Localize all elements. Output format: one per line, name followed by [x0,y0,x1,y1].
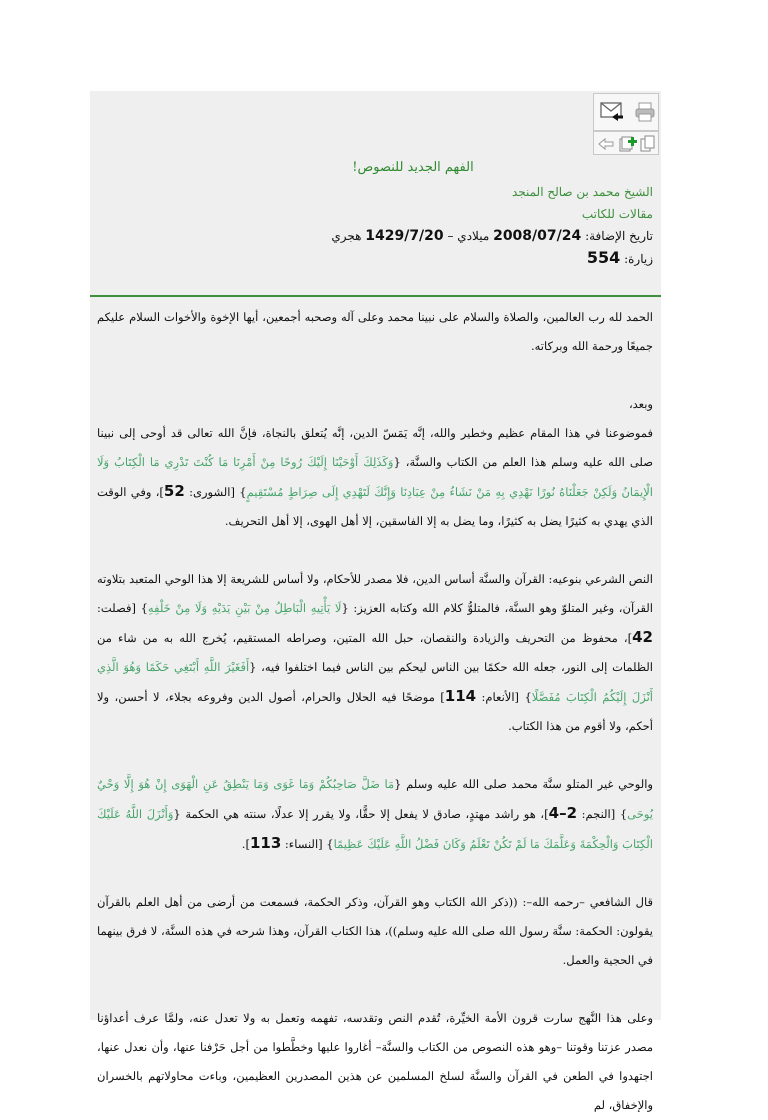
copy-icon[interactable] [640,135,656,153]
intro-text-end: ]، وفي الوقت الذي يهدي به كثيرًا يضل به كثيرًا، وما يضل به إلا الفاسقين، إلا أهل الهوى، إلا أهل التحريف. [97,485,653,528]
date-gregorian: 2008/07/24 [493,228,582,244]
text: ]. [241,837,250,851]
paragraph-shafii-quote: قال الشافعي –رحمه الله–: ((ذكر الله الكتاب وهو القرآن، وذكر الحكمة، فسمعت من أرضى من أهل العلم بالقرآن يقولون: الحكمة: سنَّة رسول الله صلى الله عليه وسلم))، هذا الكتاب القرآن، وهذا شرحه في هذه السنَّة، لا فرق بينهما في الحجية والعمل. [97,895,653,967]
text: ]، هو راشد مهتدٍ، صادق لا يفعل إلا حقًّا، ولا يقرر إلا عدلًا، سنته هي الحكمة { [173,807,549,821]
visits-count: 554 [586,248,621,267]
verse-ref-number: 114 [444,687,477,705]
visits-line [113,247,653,270]
text: النص الشرعي بنوعيه: القرآن والسنَّة أساس الدين، فلا مصدر للأحكام، ولا أساس للشريعة إلا هذا الوحي المتعبد بتلاوته القرآن، وغير المتلوّ وهو السنَّة، فالمتلوُّ كلام الله وكتابه العزيز: { [97,572,654,615]
toolbar-bottom-group [593,131,659,155]
paragraph-ummah: وعلى هذا النَّهج سارت قرون الأمة الخيِّرة، تُقدم النص وتقدسه، تفهمه وتعمل به ولا تعدل عنه، ولمَّا عرف أعداؤنا مصدر عزتنا وقوتنا –وهو هذه النصوص من الكتاب والسنَّة– أغاروا عليها وخطَّطوا من أجل حَرْفنا عنها، وأن نعدل عنها، اجتهدوا في الطعن في القرآن والسنَّة لسلخ المسلمين عن هذين المصدرين العظيمين، وباءت محاولاتهم بالخسران والإخفاق، لم [97,1011,653,1112]
toolbar [593,93,659,157]
article-title[interactable]: الفهم الجديد للنصوص! [352,160,474,175]
date-label: تاريخ الإضافة: [585,229,653,243]
date-line [113,225,653,247]
article-meta [113,157,653,270]
author-link[interactable]: الشيخ محمد بن صالح المنجد [511,185,653,199]
text: ] موضحًا فيه الحلال والحرام، أصول الدين وفروعه بجلاء، لا أحسن، ولا أحكم، ولا أقوم من هذا الكتاب. [97,690,653,733]
text: ]، محفوظ من التحريف والزيادة والنقصان، حبل الله المتين، وصراطه المستقيم، يُخرج الله به من شاء من الظلمات إلى النور، جعله الله حكمًا بين الناس ليحكم بين الناس فيما اختلفوا فيه، { [97,631,653,674]
gregorian-suffix: ميلادي – [447,229,490,243]
verse-ref-number: 42 [632,628,653,646]
paragraph-greeting: الحمد لله رب العالمين، والصلاة والسلام على نبينا محمد وعلى آله وصحبه أجمعين، أيها الإخوة والأخوات السلام عليكم جميعًا ورحمة الله وبركاته. [97,310,653,353]
quran-verse: وَأَنْزَلَ اللَّهُ عَلَيْكَ الْكِتَابَ وَالْحِكْمَةَ وَعَلَّمَكَ مَا لَمْ تَكُنْ تَعْلَمُ وَكَانَ فَضْلُ اللَّهِ عَلَيْكَ عَظِيمًا [97,807,653,851]
verse-ref-number: 113 [249,834,282,852]
verse-ref-label: } [النجم: [577,807,628,821]
quran-verse: أَفَغَيْرَ اللَّهِ أَبْتَغِي حَكَمًا وَهُوَ الَّذِي أَنْزَلَ إِلَيْكُمُ الْكِتَابَ مُفَصَّلًا [97,660,653,704]
quran-verse: لَا يَأْتِيهِ الْبَاطِلُ مِنْ بَيْنِ يَدَيْهِ وَلَا مِنْ خَلْفِهِ [147,601,342,615]
verse-ref-number: 52 [163,482,185,500]
category-link[interactable]: مقالات للكاتب [581,207,653,221]
paragraph-sunnah [97,770,653,859]
date-hijri: 1429/7/20 [365,228,444,244]
add-favorite-icon[interactable] [618,135,638,153]
email-icon[interactable] [600,100,624,124]
hijri-suffix: هجري [331,229,362,243]
article-body [97,303,653,1120]
text: والوحي غير المتلو سنَّة محمد صلى الله عليه وسلم { [394,777,653,791]
intro-text: فموضوعنا في هذا المقام عظيم وخطير والله، إنَّه يَمَسّ الدين، إنَّه يُتعلق بالنجاة، فإنَّ الله تعالى قد أوحى إلى نبينا صلى الله عليه وسلم هذا العلم من الكتاب والسنَّة، { [97,426,653,469]
print-icon[interactable] [634,101,656,123]
verse-ref-number: 2–4 [548,804,577,822]
verse-ref-label: } [النساء: [281,837,334,851]
toolbar-top-group [593,93,659,131]
verse-ref-label: } [الأنعام: [476,690,532,704]
verse-ref-label: } [فصلت: [97,601,148,615]
article-page [90,91,661,1112]
quran-verse: وَكَذَلِكَ أَوْحَيْنَا إِلَيْكَ رُوحًا مِنْ أَمْرِنَا مَا كُنْتَ تَدْرِي مَا الْكِتَابُ وَلَا الْإِيمَانُ وَلَكِنْ جَعَلْنَاهُ نُورًا نَهْدِي بِهِ مَنْ نَشَاءُ مِنْ عِبَادِنَا وَإِنَّكَ لَتَهْدِي إِلَى صِرَاطٍ مُسْتَقِيمٍ [97,455,653,499]
quran-verse: مَا ضَلَّ صَاحِبُكُمْ وَمَا غَوَى وَمَا يَنْطِقُ عَنِ الْهَوَى إِنْ هُوَ إِلَّا وَحْيٌ يُوحَى [97,777,654,821]
back-icon[interactable] [598,137,614,151]
paragraph-intro [97,390,653,536]
intro-opening: وبعد، [628,397,653,411]
verse-ref-label: } [الشورى: [184,485,247,499]
header-divider [90,295,661,297]
visits-label: زيارة: [624,252,653,266]
paragraph-sharia-text [97,565,653,741]
